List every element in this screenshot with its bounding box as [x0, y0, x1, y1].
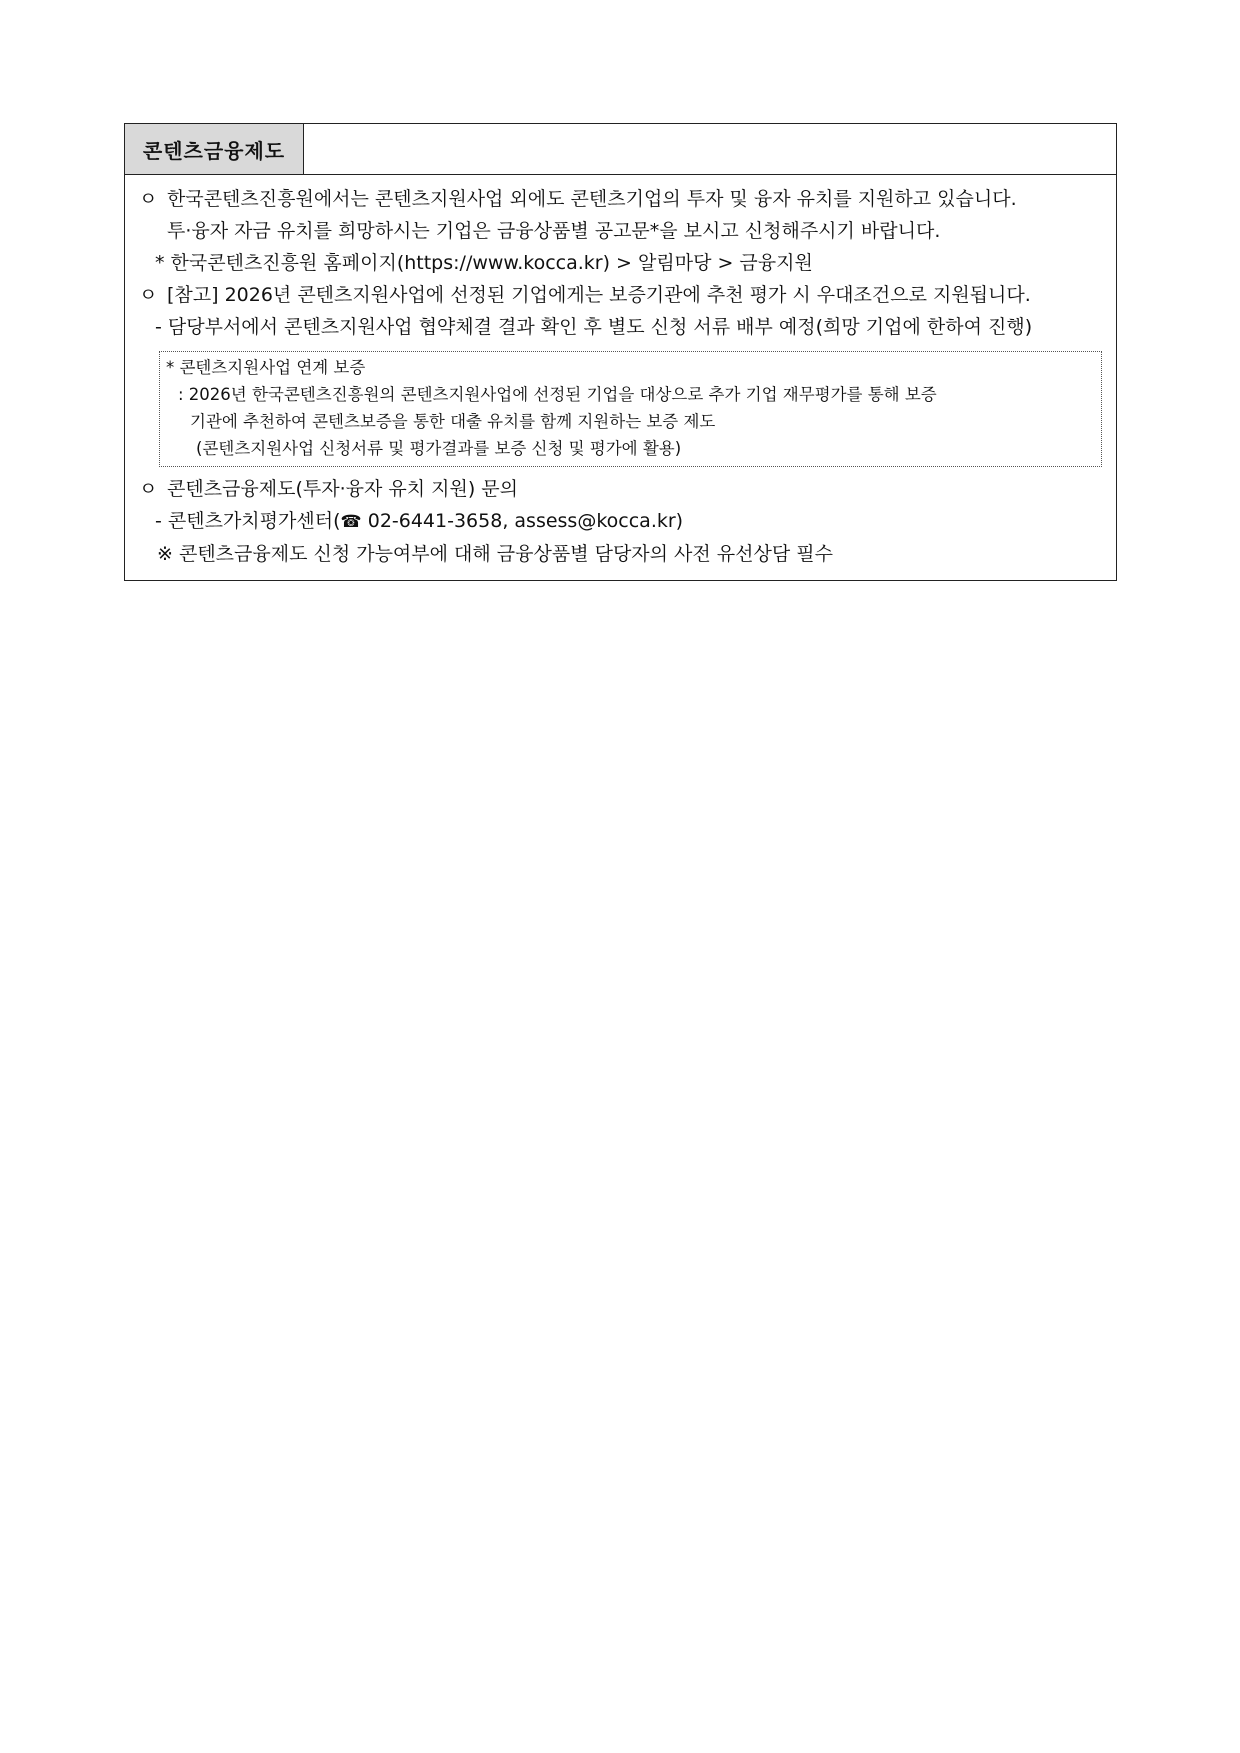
- bullet-marker: ㅇ: [139, 478, 158, 500]
- section-header-blank: [304, 124, 1116, 174]
- bullet-marker: ㅇ: [139, 188, 158, 210]
- linked-guarantee-note-box: [159, 351, 1102, 467]
- contact-line: [139, 505, 1104, 538]
- bullet-item-1-line1: 한국콘텐츠진흥원에서는 콘텐츠지원사업 외에도 콘텐츠기업의 투자 및 융자 유치를 지원하고 있습니다.: [167, 188, 1017, 210]
- phone-icon: ☎: [340, 512, 362, 532]
- section-header: [125, 124, 1116, 175]
- bullet-item-1: [139, 183, 1104, 215]
- note-box-line2: : 2026년 한국콘텐츠진흥원의 콘텐츠지원사업에 선정된 기업을 대상으로 추가 기업 재무평가를 통해 보증: [178, 385, 937, 404]
- contact-suffix: 02-6441-3658, assess@kocca.kr): [361, 510, 684, 532]
- homepage-note: * 한국콘텐츠진흥원 홈페이지(https://www.kocca.kr) > 알림마당 > 금융지원: [155, 252, 813, 274]
- bullet-marker: ㅇ: [139, 284, 158, 306]
- bullet-item-2-line1: [참고] 2026년 콘텐츠지원사업에 선정된 기업에게는 보증기관에 추천 평가 시 우대조건으로 지원됩니다.: [167, 284, 1031, 306]
- reference-note: ※ 콘텐츠금융제도 신청 가능여부에 대해 금융상품별 담당자의 사전 유선상담 필수: [157, 543, 833, 565]
- contact-prefix: - 콘텐츠가치평가센터(: [155, 510, 341, 532]
- section-body: [125, 175, 1116, 580]
- note-box-line4: (콘텐츠지원사업 신청서류 및 평가결과를 보증 신청 및 평가에 활용): [196, 439, 682, 458]
- note-box-title: * 콘텐츠지원사업 연계 보증: [166, 358, 366, 377]
- content-finance-box: [124, 123, 1117, 581]
- bullet-item-2: [139, 279, 1104, 311]
- note-box-line3: 기관에 추천하여 콘텐츠보증을 통한 대출 유치를 함께 지원하는 보증 제도: [190, 412, 716, 431]
- bullet-item-2-dash: - 담당부서에서 콘텐츠지원사업 협약체결 결과 확인 후 별도 신청 서류 배부 예정(희망 기업에 한하여 진행): [155, 316, 1033, 338]
- bullet-item-1-line2: 투·융자 자금 유치를 희망하시는 기업은 금융상품별 공고문*을 보시고 신청해주시기 바랍니다.: [167, 220, 941, 242]
- bullet-item-3-line1: 콘텐츠금융제도(투자·융자 유치 지원) 문의: [167, 478, 519, 500]
- bullet-item-3: [139, 473, 1104, 505]
- section-title: 콘텐츠금융제도: [125, 124, 304, 174]
